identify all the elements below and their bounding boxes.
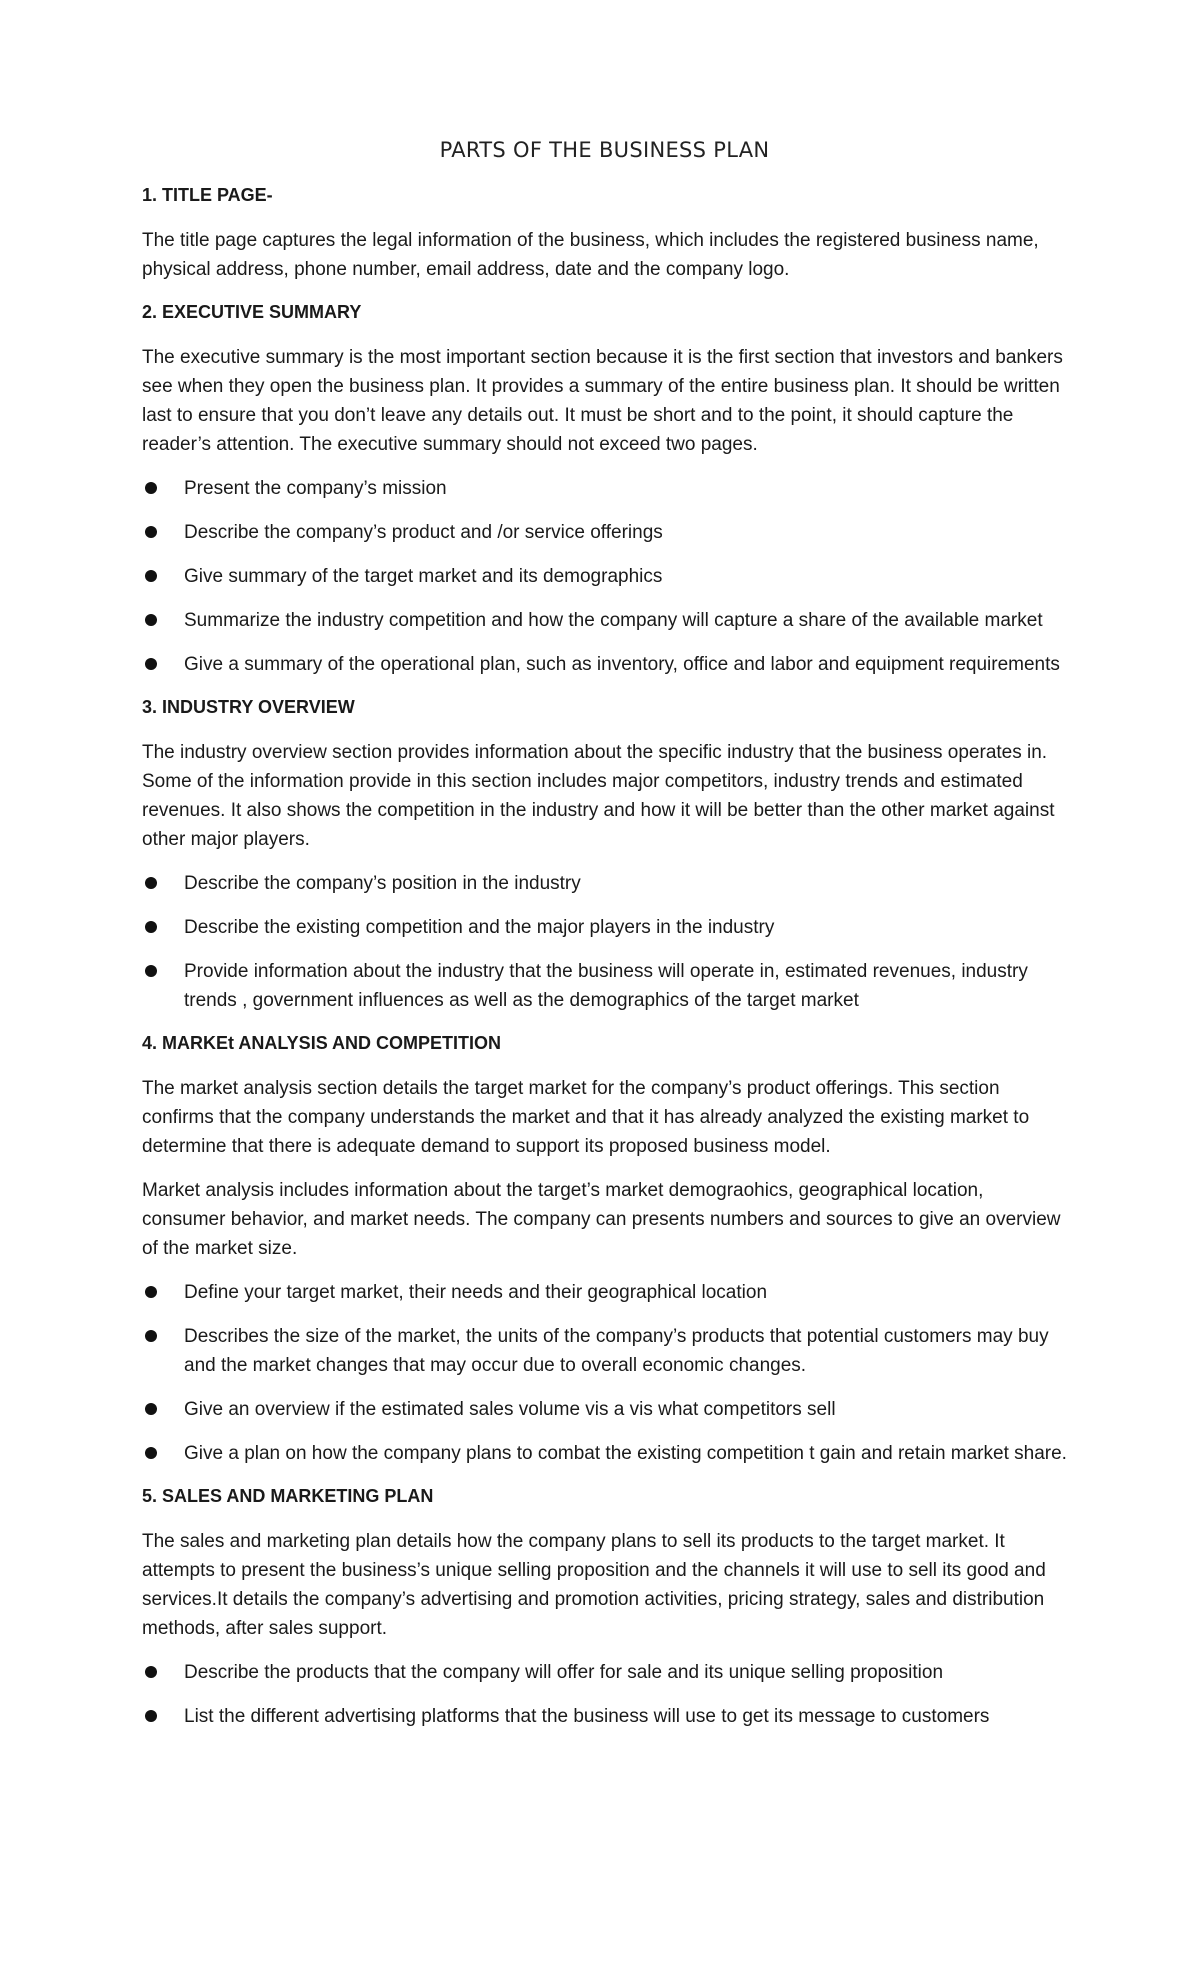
bullet-icon [145, 526, 157, 538]
section-executive-summary [142, 299, 1067, 679]
bullet-icon [145, 1710, 157, 1722]
bullet-icon [145, 614, 157, 626]
section-heading: 3. INDUSTRY OVERVIEW [142, 697, 355, 717]
list-item-text: Describe the company’s position in the industry [184, 873, 581, 894]
section-heading: 4. MARKEt ANALYSIS AND COMPETITION [142, 1033, 502, 1053]
section-industry-overview [142, 694, 1067, 1015]
bullet-icon [145, 1286, 157, 1298]
bullet-list [142, 474, 1067, 679]
list-item-text: Describe the company’s product and /or service offerings [184, 522, 663, 543]
document-title: PARTS OF THE BUSINESS PLAN [439, 138, 770, 162]
list-item [142, 1278, 1067, 1307]
section-heading: 1. TITLE PAGE- [142, 185, 273, 205]
bullet-icon [145, 877, 157, 889]
list-item [142, 913, 1067, 942]
list-item [142, 1322, 1067, 1380]
bullet-icon [145, 965, 157, 977]
list-item-text: Give an overview if the estimated sales volume vis a vis what competitors sell [184, 1399, 836, 1420]
list-item-text: Describes the size of the market, the units of the company’s products that potential customers may buy and the market changes that may occur due to overall economic changes. [184, 1326, 1049, 1376]
bullet-list [142, 869, 1067, 1015]
list-item-text: List the different advertising platforms that the business will use to get its message to customers [184, 1706, 990, 1727]
list-item-text: Describe the products that the company will offer for sale and its unique selling proposition [184, 1662, 944, 1683]
list-item [142, 1658, 1067, 1687]
list-item [142, 474, 1067, 503]
section-paragraph: The title page captures the legal information of the business, which includes the registered business name, physical address, phone number, email address, date and the company logo. [142, 230, 1039, 280]
section-market-analysis [142, 1030, 1067, 1468]
list-item-text: Summarize the industry competition and how the company will capture a share of the available market [184, 610, 1043, 631]
list-item-text: Describe the existing competition and the major players in the industry [184, 917, 775, 938]
bullet-icon [145, 1330, 157, 1342]
section-paragraph: Market analysis includes information about the target’s market demograohics, geographical location, consumer behavior, and market needs. The company can presents numbers and sources to give an overview of the market size. [142, 1180, 1061, 1259]
bullet-icon [145, 921, 157, 933]
list-item-text: Give a summary of the operational plan, such as inventory, office and labor and equipment requirements [184, 654, 1060, 675]
section-paragraph: The industry overview section provides information about the specific industry that the business operates in. Some of the information provide in this section includes major competitors, industry trends and estimated revenues. It also shows the competition in the industry and how it will be better than the other market against other major players. [142, 742, 1055, 850]
section-paragraph: The executive summary is the most important section because it is the first section that investors and bankers see when they open the business plan. It provides a summary of the entire business plan. It should be written last to ensure that you don’t leave any details out. It must be short and to the point, it should capture the reader’s attention. The executive summary should not exceed two pages. [142, 347, 1063, 455]
section-paragraph: The market analysis section details the target market for the company’s product offerings. This section confirms that the company understands the market and that it has already analyzed the existing market to determine that there is adequate demand to support its proposed business model. [142, 1078, 1030, 1157]
section-sales-marketing [142, 1483, 1067, 1731]
section-paragraph: The sales and marketing plan details how the company plans to sell its products to the target market. It attempts to present the business’s unique selling proposition and the channels it will use to sell its good and services.It details the company’s advertising and promotion activities, pricing strategy, sales and distribution methods, after sales support. [142, 1531, 1046, 1639]
section-heading: 2. EXECUTIVE SUMMARY [142, 302, 362, 322]
list-item [142, 518, 1067, 547]
list-item-text: Present the company’s mission [184, 478, 447, 499]
bullet-list [142, 1278, 1067, 1468]
list-item-text: Give summary of the target market and its demographics [184, 566, 663, 587]
list-item [142, 869, 1067, 898]
list-item [142, 1702, 1067, 1731]
bullet-list [142, 1658, 1067, 1731]
section-title-page [142, 182, 1067, 284]
bullet-icon [145, 1666, 157, 1678]
list-item-text: Define your target market, their needs and their geographical location [184, 1282, 768, 1303]
bullet-icon [145, 1447, 157, 1459]
bullet-icon [145, 658, 157, 670]
list-item [142, 1439, 1067, 1468]
list-item-text: Provide information about the industry that the business will operate in, estimated revenues, industry trends , government influences as well as the demographics of the target market [184, 961, 1028, 1011]
list-item [142, 606, 1067, 635]
bullet-icon [145, 1403, 157, 1415]
bullet-icon [145, 570, 157, 582]
list-item [142, 562, 1067, 591]
list-item [142, 957, 1067, 1015]
list-item-text: Give a plan on how the company plans to combat the existing competition t gain and retain market share. [184, 1443, 1067, 1464]
section-heading: 5. SALES AND MARKETING PLAN [142, 1486, 434, 1506]
document-page [142, 138, 1067, 1746]
bullet-icon [145, 482, 157, 494]
list-item [142, 1395, 1067, 1424]
list-item [142, 650, 1067, 679]
